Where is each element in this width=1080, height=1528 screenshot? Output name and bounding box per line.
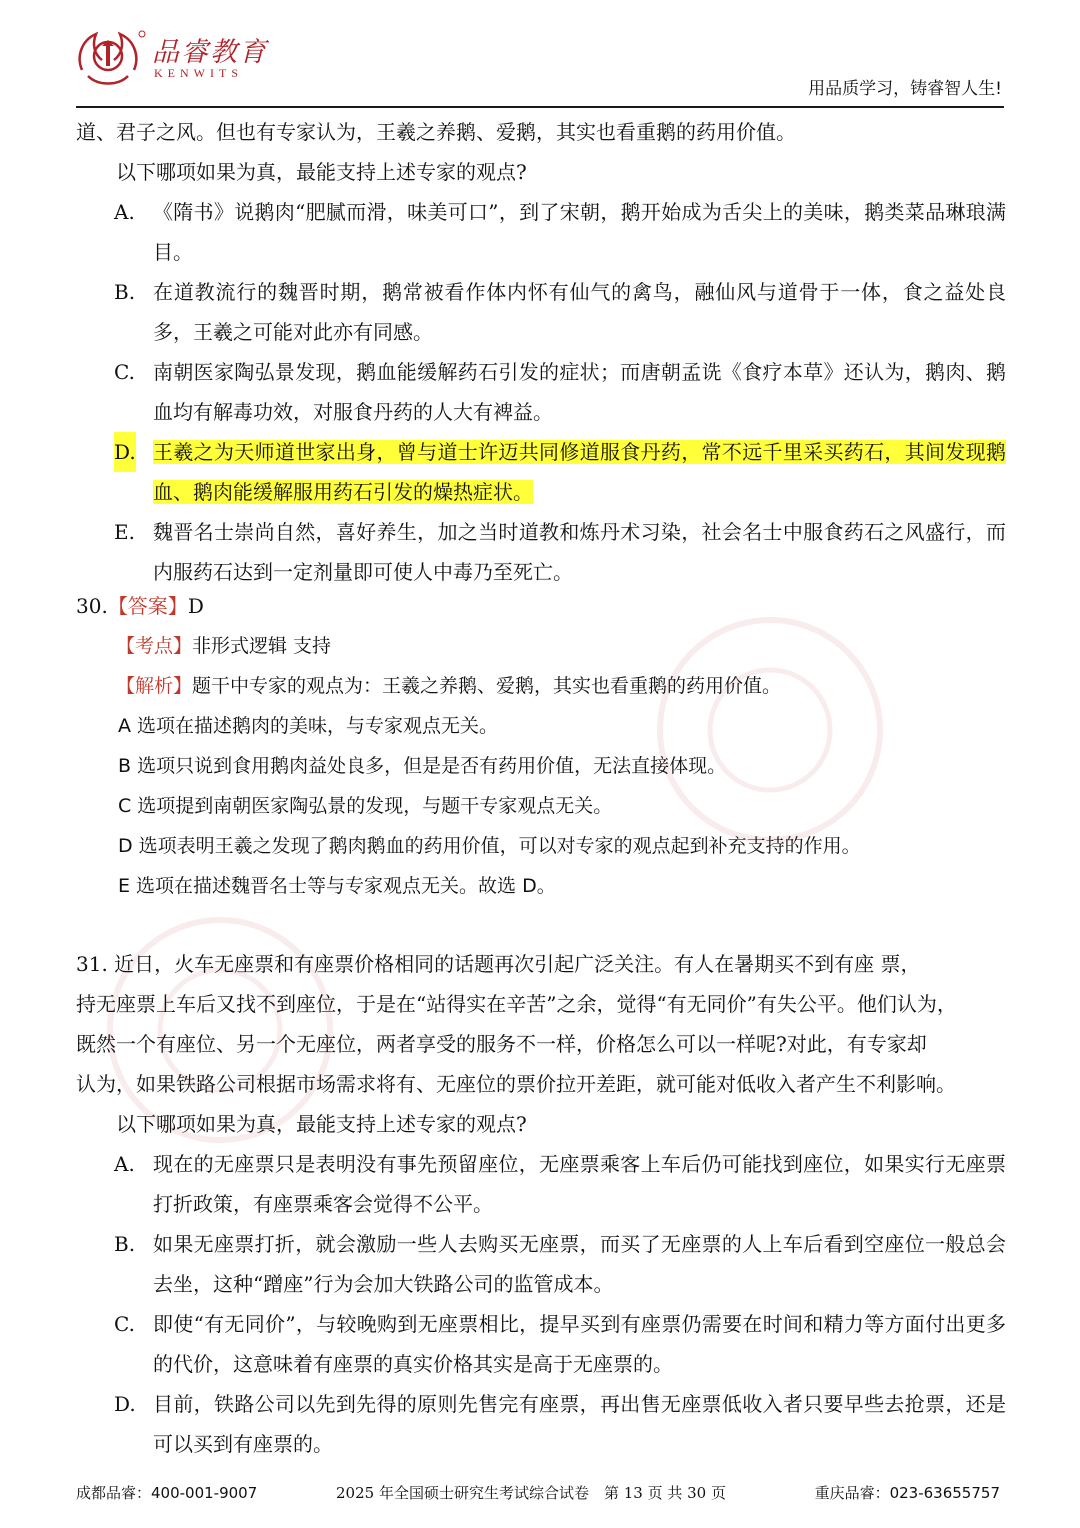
option-letter: E. bbox=[114, 520, 135, 544]
q31-option-d bbox=[76, 1384, 1006, 1464]
option-text: 魏晋名士崇尚自然，喜好养生，加之当时道教和炼丹术习染，社会名士中服食药石之风盛行，而内服药石达到一定剂量即可使人中毒乃至死亡。 bbox=[153, 520, 1006, 584]
footer-right: 重庆品睿：023-63655757 bbox=[814, 1484, 1000, 1502]
section-gap bbox=[76, 906, 1006, 944]
analysis-option-e: E 选项在描述魏晋名士等与专家观点无关。故选 D。 bbox=[118, 875, 556, 897]
q29-option-b bbox=[76, 272, 1006, 352]
analysis-option-b: B 选项只说到食用鹅肉益处良多，但是是否有药用价值，无法直接体现。 bbox=[118, 755, 727, 777]
option-text: 《隋书》说鹅肉“肥腻而滑，味美可口”，到了宋朝，鹅开始成为舌尖上的美味，鹅类菜品琳琅满目。 bbox=[153, 200, 1006, 264]
page-header bbox=[0, 0, 1080, 110]
analysis-text: 题干中专家的观点为：王羲之养鹅、爱鹅，其实也看重鹅的药用价值。 bbox=[192, 675, 782, 697]
q31-stem-line: 持无座票上车后又找不到座位，于是在“站得实在辛苦”之余，觉得“有无同价”有失公平。他们认为， bbox=[76, 992, 957, 1016]
q29-option-e bbox=[76, 512, 1006, 592]
header-slogan: 用品质学习，铸睿智人生! bbox=[808, 79, 1002, 99]
point-line bbox=[76, 626, 1006, 666]
option-letter: D. bbox=[114, 1392, 136, 1416]
option-text: 南朝医家陶弘景发现，鹅血能缓解药石引发的症状；而唐朝孟诜《食疗本草》还认为，鹅肉、鹅血均有解毒功效，对服食丹药的人大有裨益。 bbox=[153, 360, 1006, 424]
q31-option-c bbox=[76, 1304, 1006, 1384]
option-text: 王羲之为天师道世家出身，曾与道士许迈共同修道服食丹药，常不远千里采买药石，其间发现鹅血、鹅肉能缓解服用药石引发的燥热症状。 bbox=[153, 440, 1006, 504]
q31-stem-line: 既然一个有座位、另一个无座位，两者享受的服务不一样，价格怎么可以一样呢?对此，有专家却 bbox=[76, 1032, 927, 1056]
option-text: 如果无座票打折，就会激励一些人去购买无座票，而买了无座票的人上车后看到空座位一般总会去坐，这种“蹭座”行为会加大铁路公司的监管成本。 bbox=[153, 1232, 1006, 1296]
analysis-line bbox=[76, 666, 1006, 706]
point-label: 【考点】 bbox=[116, 635, 193, 657]
option-letter: B. bbox=[114, 1232, 136, 1256]
point-text: 非形式逻辑 支持 bbox=[192, 635, 332, 657]
footer-left: 成都品睿：400-001-9007 bbox=[76, 1484, 258, 1502]
option-text: 现在的无座票只是表明没有事先预留座位，无座票乘客上车后仍可能找到座位，如果实行无座票打折政策，有座票乘客会觉得不公平。 bbox=[153, 1152, 1006, 1216]
option-letter: A. bbox=[114, 200, 135, 224]
answer-line bbox=[76, 586, 1006, 626]
option-letter: C. bbox=[114, 1312, 135, 1336]
option-text: 目前，铁路公司以先到先得的原则先售完有座票，再出售无座票低收入者只要早些去抢票，还是可以买到有座票的。 bbox=[153, 1392, 1006, 1456]
analysis-option-d: D 选项表明王羲之发现了鹅肉鹅血的药用价值，可以对专家的观点起到补充支持的作用。 bbox=[118, 835, 861, 857]
footer-middle: 2025 年全国硕士研究生考试综合试卷 第 13 页 共 30 页 bbox=[336, 1484, 726, 1502]
option-letter: B. bbox=[114, 280, 136, 304]
analysis-label: 【解析】 bbox=[116, 675, 193, 697]
option-text: 在道教流行的魏晋时期，鹅常被看作体内怀有仙气的禽鸟，融仙风与道骨于一体，食之益处良多，王羲之可能对此亦有同感。 bbox=[153, 280, 1006, 344]
q29-option-c bbox=[76, 352, 1006, 432]
logo-chinese-name: 品睿教育 bbox=[152, 37, 268, 68]
q31-stem-line: 31. 近日，火车无座票和有座票价格相同的话题再次引起广泛关注。有人在暑期买不到有座 票， bbox=[76, 952, 921, 976]
q29-option-d-highlighted bbox=[76, 432, 1006, 512]
q31-option-a bbox=[76, 1144, 1006, 1224]
q31-question: 以下哪项如果为真，最能支持上述专家的观点? bbox=[116, 1112, 527, 1136]
page-body bbox=[76, 112, 1006, 1464]
question-number: 30. bbox=[76, 594, 108, 618]
option-letter: D. bbox=[114, 432, 136, 472]
q29-continuation: 道、君子之风。但也有专家认为，王羲之养鹅、爱鹅，其实也看重鹅的药用价值。 bbox=[76, 120, 796, 144]
analysis-option-c: C 选项提到南朝医家陶弘景的发现，与题干专家观点无关。 bbox=[118, 795, 613, 817]
answer-label: 【答案】 bbox=[107, 594, 188, 618]
option-text: 即使“有无同价”，与较晚购到无座票相比，提早买到有座票仍需要在时间和精力等方面付出更多的代价，这意味着有座票的真实价格其实是高于无座票的。 bbox=[153, 1312, 1006, 1376]
analysis-option-a: A 选项在描述鹅肉的美味，与专家观点无关。 bbox=[118, 715, 499, 737]
option-letter: A. bbox=[114, 1152, 135, 1176]
answer-value: D bbox=[187, 594, 204, 618]
option-letter: C. bbox=[114, 360, 135, 384]
logo-english-name: KENWITS bbox=[154, 66, 243, 80]
q29-question: 以下哪项如果为真，最能支持上述专家的观点? bbox=[116, 160, 527, 184]
header-divider bbox=[76, 106, 1004, 108]
q31-option-b bbox=[76, 1224, 1006, 1304]
q29-option-a bbox=[76, 192, 1006, 272]
q31-stem-line: 认为，如果铁路公司根据市场需求将有、无座位的票价拉开差距，就可能对低收入者产生不利影响。 bbox=[76, 1072, 956, 1096]
page-footer bbox=[0, 1480, 1080, 1528]
